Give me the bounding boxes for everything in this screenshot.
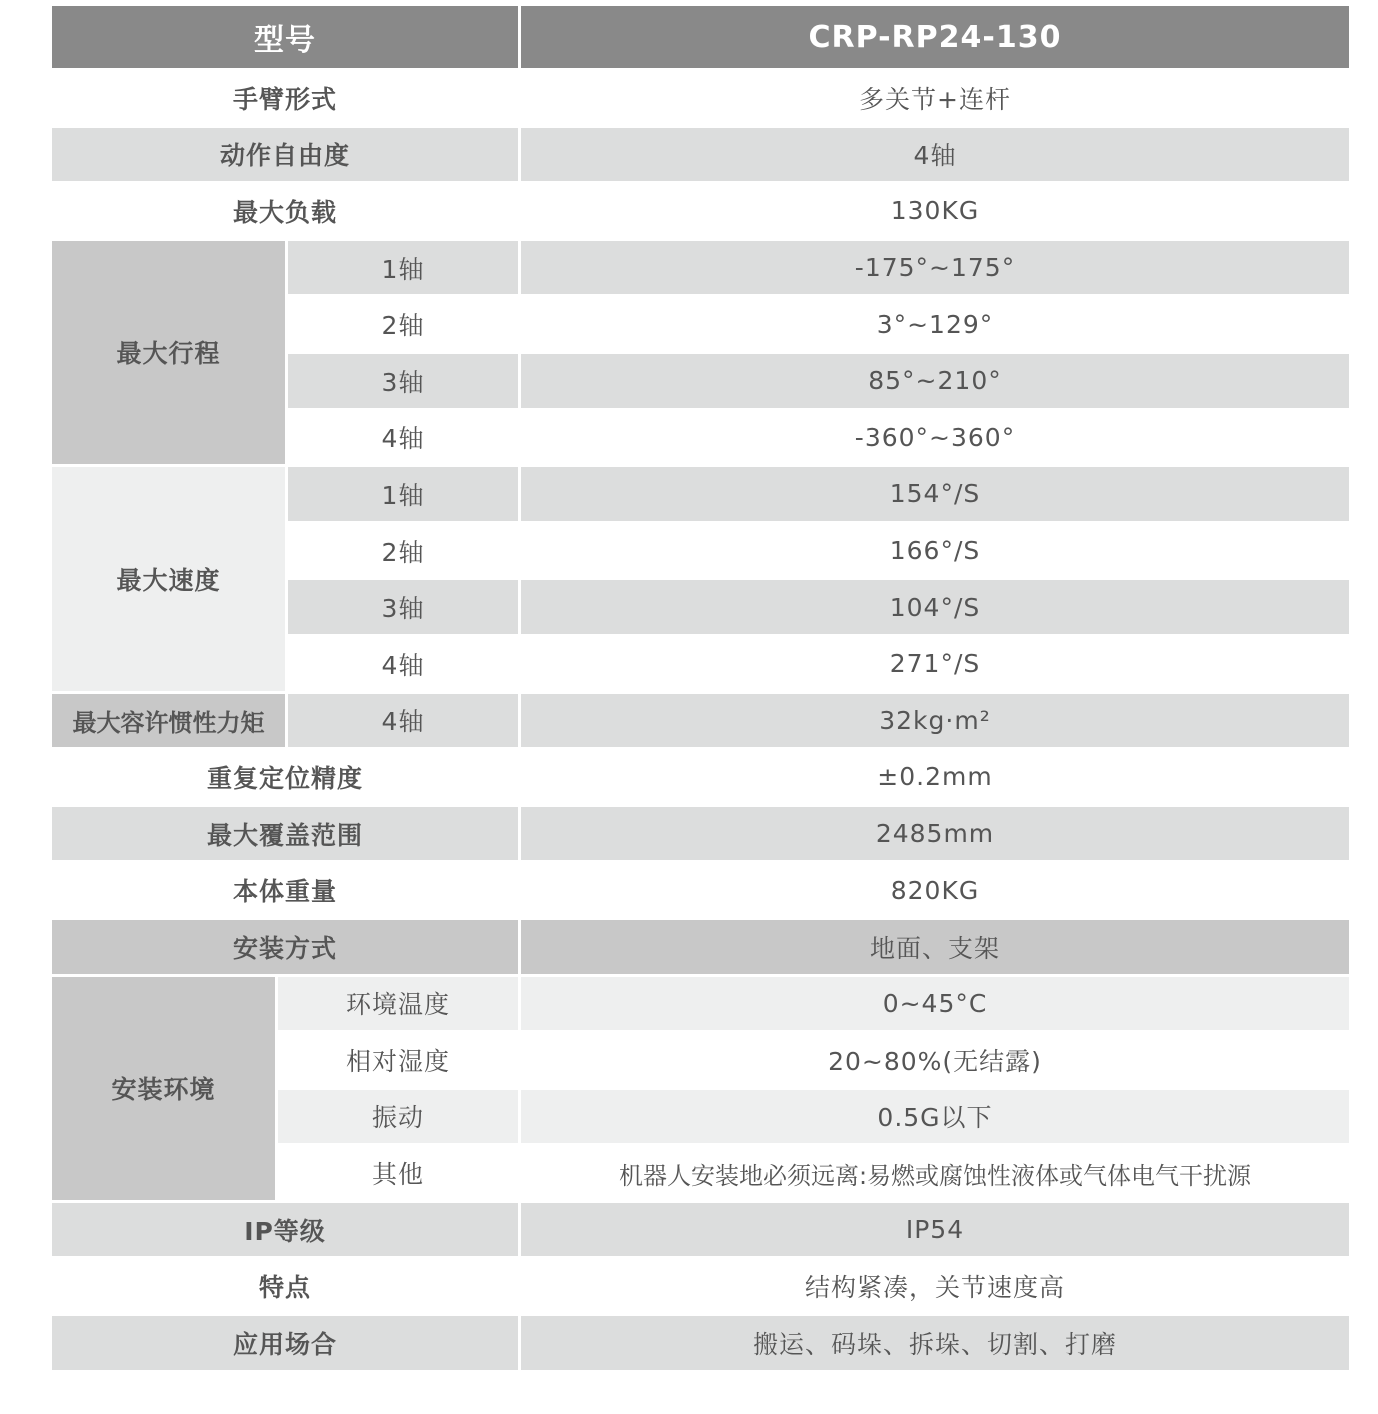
axis-label: 4轴 — [288, 694, 518, 748]
speed-value: 166°/S — [521, 524, 1349, 578]
inertia-value: 32kg·m² — [521, 694, 1349, 748]
axis-label: 3轴 — [288, 354, 518, 408]
env-item-value: 20~80%(无结露) — [521, 1033, 1349, 1087]
row-label: 应用场合 — [52, 1316, 518, 1370]
row-value: 2485mm — [521, 807, 1349, 861]
row-value: 多关节+连杆 — [521, 71, 1349, 125]
stroke-group-label: 最大行程 — [52, 241, 285, 464]
row-label: 手臂形式 — [52, 71, 518, 125]
row-value: 结构紧凑，关节速度高 — [521, 1259, 1349, 1313]
speed-value: 271°/S — [521, 637, 1349, 691]
axis-label: 2轴 — [288, 524, 518, 578]
row-value: 地面、支架 — [521, 920, 1349, 974]
env-item-label: 振动 — [278, 1090, 518, 1144]
row-label: 最大负载 — [52, 184, 518, 238]
env-item-label: 其他 — [278, 1146, 518, 1200]
header-label: 型号 — [52, 6, 518, 68]
axis-label: 4轴 — [288, 411, 518, 465]
row-value: 4轴 — [521, 128, 1349, 182]
env-item-value: 机器人安装地必须远离:易燃或腐蚀性液体或气体电气干扰源 — [521, 1146, 1349, 1200]
axis-label: 4轴 — [288, 637, 518, 691]
axis-label: 3轴 — [288, 580, 518, 634]
environment-group-label: 安装环境 — [52, 977, 275, 1200]
speed-value: 154°/S — [521, 467, 1349, 521]
row-value: ±0.2mm — [521, 750, 1349, 804]
row-label: 本体重量 — [52, 863, 518, 917]
row-value: IP54 — [521, 1203, 1349, 1257]
inertia-label: 最大容许惯性力矩 — [52, 694, 285, 748]
row-label: 特点 — [52, 1259, 518, 1313]
stroke-value: -360°~360° — [521, 411, 1349, 465]
env-item-value: 0.5G以下 — [521, 1090, 1349, 1144]
row-value: 130KG — [521, 184, 1349, 238]
row-value: 搬运、码垛、拆垛、切割、打磨 — [521, 1316, 1349, 1370]
stroke-value: -175°~175° — [521, 241, 1349, 295]
env-item-value: 0~45°C — [521, 977, 1349, 1031]
row-label: 安装方式 — [52, 920, 518, 974]
stroke-value: 85°~210° — [521, 354, 1349, 408]
row-label: 最大覆盖范围 — [52, 807, 518, 861]
spec-table — [52, 6, 1349, 1370]
axis-label: 2轴 — [288, 297, 518, 351]
env-item-label: 相对湿度 — [278, 1033, 518, 1087]
speed-group-label: 最大速度 — [52, 467, 285, 690]
row-label: 动作自由度 — [52, 128, 518, 182]
axis-label: 1轴 — [288, 467, 518, 521]
row-label: 重复定位精度 — [52, 750, 518, 804]
axis-label: 1轴 — [288, 241, 518, 295]
row-label: IP等级 — [52, 1203, 518, 1257]
header-model: CRP-RP24-130 — [521, 6, 1349, 68]
env-item-label: 环境温度 — [278, 977, 518, 1031]
stroke-value: 3°~129° — [521, 297, 1349, 351]
speed-value: 104°/S — [521, 580, 1349, 634]
row-value: 820KG — [521, 863, 1349, 917]
